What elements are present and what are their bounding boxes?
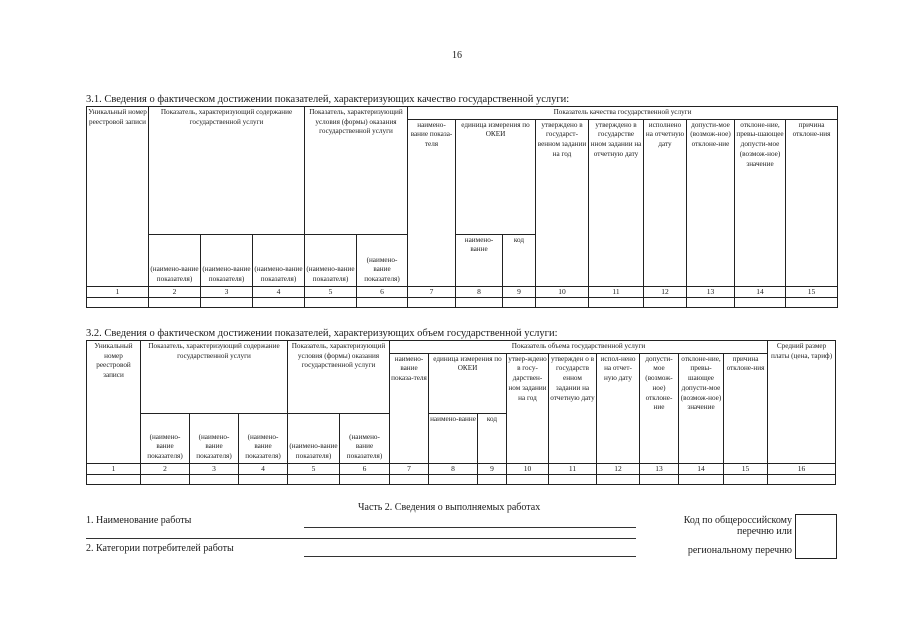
data-cell[interactable] bbox=[87, 474, 141, 484]
column-number: 11 bbox=[589, 286, 644, 297]
data-cell[interactable] bbox=[644, 297, 687, 307]
data-cell[interactable] bbox=[640, 474, 679, 484]
col-indicator-name: наимено-вание показа-теля bbox=[408, 119, 456, 286]
column-number: 2 bbox=[141, 463, 190, 474]
column-number: 8 bbox=[429, 463, 478, 474]
col-allowed-deviation: допусти-мое (возмож-ное) отклоне-ние bbox=[640, 353, 679, 463]
col-unique-number: Уникальный номер реестровой записи bbox=[87, 341, 141, 464]
consumers-category-label: 2. Категории потребителей работы bbox=[86, 543, 234, 554]
column-number: 15 bbox=[786, 286, 838, 297]
column-number: 4 bbox=[239, 463, 288, 474]
registry-code-label-line-3: региональному перечню bbox=[687, 545, 792, 556]
col-volume-indicator: Показатель объема государственной услуги bbox=[390, 341, 768, 354]
data-cell[interactable] bbox=[456, 297, 503, 307]
indicator-name-cell: (наимено-вание показателя) bbox=[201, 234, 253, 286]
column-number: 3 bbox=[201, 286, 253, 297]
column-number: 13 bbox=[640, 463, 679, 474]
column-number: 12 bbox=[644, 286, 687, 297]
data-cell[interactable] bbox=[429, 474, 478, 484]
unit-name-cell: наимено-ванне bbox=[429, 413, 478, 463]
data-cell[interactable] bbox=[149, 297, 201, 307]
column-number: 12 bbox=[597, 463, 640, 474]
data-cell[interactable] bbox=[408, 297, 456, 307]
data-cell[interactable] bbox=[597, 474, 640, 484]
unit-code-cell: код bbox=[478, 413, 507, 463]
work-name-continuation-field[interactable] bbox=[86, 538, 636, 539]
indicator-name-cell: (наимено-вание показателя) bbox=[190, 413, 239, 463]
data-cell[interactable] bbox=[305, 297, 357, 307]
data-cell[interactable] bbox=[549, 474, 597, 484]
section-3-2-title: 3.2. Сведения о фактическом достижении показателей, характеризующих объем государственной услуги: bbox=[86, 328, 558, 339]
registry-code-label-line-2: перечню или bbox=[736, 526, 792, 537]
registry-code-label-line-1: Код по общероссийскому bbox=[683, 515, 792, 526]
part-2-title: Часть 2. Сведения о выполняемых работах bbox=[358, 502, 541, 513]
data-cell[interactable] bbox=[357, 297, 408, 307]
column-number: 5 bbox=[288, 463, 340, 474]
data-cell[interactable] bbox=[288, 474, 340, 484]
column-number: 6 bbox=[340, 463, 390, 474]
data-cell[interactable] bbox=[768, 474, 836, 484]
column-number: 10 bbox=[536, 286, 589, 297]
col-conditions-indicator: Показатель, характеризующий условия (формы) оказания государственной услуги bbox=[305, 107, 408, 235]
data-cell[interactable] bbox=[141, 474, 190, 484]
column-number: 8 bbox=[456, 286, 503, 297]
data-cell[interactable] bbox=[724, 474, 768, 484]
indicator-name-cell: (наимено-вание показателя) bbox=[288, 413, 340, 463]
column-number: 6 bbox=[357, 286, 408, 297]
col-approved-year: утверждено в государст-венном задании на год bbox=[536, 119, 589, 286]
table-row bbox=[87, 474, 836, 484]
data-cell[interactable] bbox=[679, 474, 724, 484]
col-unit-okei: единица измерения по ОКЕИ bbox=[429, 353, 507, 413]
volume-indicators-table bbox=[86, 340, 836, 485]
column-number: 1 bbox=[87, 463, 141, 474]
data-cell[interactable] bbox=[253, 297, 305, 307]
data-cell[interactable] bbox=[201, 297, 253, 307]
col-deviation-reason: причина отклоне-ния bbox=[724, 353, 768, 463]
data-cell[interactable] bbox=[503, 297, 536, 307]
data-cell[interactable] bbox=[589, 297, 644, 307]
consumers-category-field[interactable] bbox=[304, 556, 636, 557]
column-number: 13 bbox=[687, 286, 735, 297]
data-cell[interactable] bbox=[786, 297, 838, 307]
col-average-fee: Средний размер платы (цена, тариф) bbox=[768, 341, 836, 464]
column-number: 2 bbox=[149, 286, 201, 297]
indicator-name-cell: (наимено-вание показателя) bbox=[340, 413, 390, 463]
data-cell[interactable] bbox=[687, 297, 735, 307]
indicator-name-cell: (наимено-вание показателя) bbox=[239, 413, 288, 463]
column-number: 4 bbox=[253, 286, 305, 297]
column-number: 16 bbox=[768, 463, 836, 474]
indicator-name-cell: (наимено-вание показателя) bbox=[141, 413, 190, 463]
column-number: 10 bbox=[507, 463, 549, 474]
column-number: 7 bbox=[390, 463, 429, 474]
unit-name-cell: наимено-ванне bbox=[456, 234, 503, 286]
section-3-1-title: 3.1. Сведения о фактическом достижении показателей, характеризующих качество государственной услуги: bbox=[86, 94, 570, 105]
col-content-indicator: Показатель, характеризующий содержание государственной услуги bbox=[149, 107, 305, 235]
column-number: 5 bbox=[305, 286, 357, 297]
column-number: 14 bbox=[679, 463, 724, 474]
table-row bbox=[87, 297, 838, 307]
col-conditions-indicator: Показатель, характеризующий условия (формы) оказания государственной услуги bbox=[288, 341, 390, 414]
data-cell[interactable] bbox=[239, 474, 288, 484]
col-allowed-deviation: допусти-мое (возмож-ное) отклоне-ние bbox=[687, 119, 735, 286]
registry-code-box[interactable] bbox=[795, 514, 837, 559]
column-number: 15 bbox=[724, 463, 768, 474]
col-approved-year: утвер-ждено в госу-дарствен-ном задании на год bbox=[507, 353, 549, 463]
col-executed: испол-нено на отчет-ную дату bbox=[597, 353, 640, 463]
data-cell[interactable] bbox=[478, 474, 507, 484]
col-executed: исполнено на отчетную дату bbox=[644, 119, 687, 286]
indicator-name-cell: (наимено-вание показателя) bbox=[253, 234, 305, 286]
column-number: 3 bbox=[190, 463, 239, 474]
column-number: 7 bbox=[408, 286, 456, 297]
col-unit-okei: единица измерения по ОКЕИ bbox=[456, 119, 536, 234]
quality-indicators-table bbox=[86, 106, 838, 308]
col-indicator-name: наимено-вание показа-теля bbox=[390, 353, 429, 463]
data-cell[interactable] bbox=[190, 474, 239, 484]
work-name-label: 1. Наименование работы bbox=[86, 515, 192, 526]
column-number: 14 bbox=[735, 286, 786, 297]
col-content-indicator: Показатель, характеризующий содержание государственной услуги bbox=[141, 341, 288, 414]
col-unique-number: Уникальный номер реестровой записи bbox=[87, 107, 149, 287]
column-number: 1 bbox=[87, 286, 149, 297]
unit-code-cell: код bbox=[503, 234, 536, 286]
indicator-name-cell: (наимено-вание показателя) bbox=[149, 234, 201, 286]
col-exceeding-deviation: отклоне-ние, превы-шающее допусти-мое (возмож-ное) значение bbox=[679, 353, 724, 463]
column-number: 9 bbox=[478, 463, 507, 474]
page-number: 16 bbox=[452, 50, 462, 61]
column-number: 9 bbox=[503, 286, 536, 297]
col-approved-date: утверждено в государстве нном задании на отчетную дату bbox=[589, 119, 644, 286]
col-exceeding-deviation: отклоне-ние, превы-шающее допусти-мое (возмож-ное) значение bbox=[735, 119, 786, 286]
indicator-name-cell: (наимено-вание показателя) bbox=[305, 234, 357, 286]
data-cell[interactable] bbox=[390, 474, 429, 484]
data-cell[interactable] bbox=[536, 297, 589, 307]
data-cell[interactable] bbox=[735, 297, 786, 307]
col-approved-date: утвержден о в государств енном задании на отчетную дату bbox=[549, 353, 597, 463]
data-cell[interactable] bbox=[507, 474, 549, 484]
data-cell[interactable] bbox=[87, 297, 149, 307]
col-quality-indicator: Показатель качества государственной услуги bbox=[408, 107, 838, 120]
indicator-name-cell: (наимено-вание показателя) bbox=[357, 234, 408, 286]
col-deviation-reason: причина отклоне-ния bbox=[786, 119, 838, 286]
column-number: 11 bbox=[549, 463, 597, 474]
data-cell[interactable] bbox=[340, 474, 390, 484]
